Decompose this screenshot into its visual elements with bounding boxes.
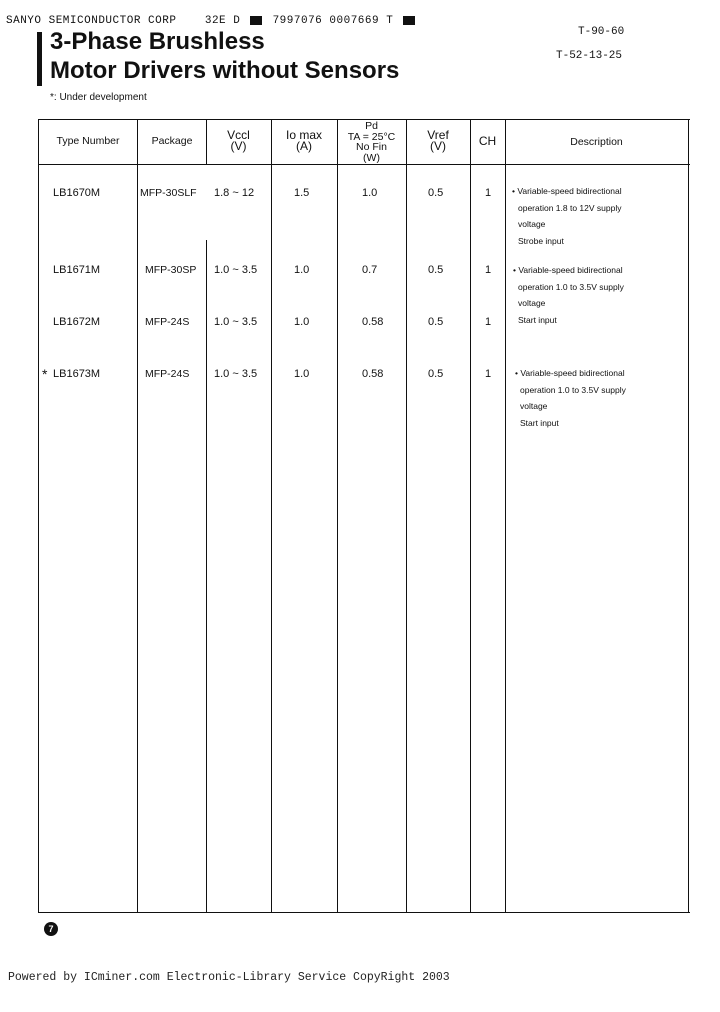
row-vccl: 1.8 ~ 12 — [214, 187, 255, 199]
header-pd — [337, 121, 406, 163]
row-vccl: 1.0 ~ 3.5 — [214, 264, 258, 276]
page-number-badge: 7 — [44, 922, 58, 936]
row-description-line: Strobe input — [518, 235, 564, 246]
row-description — [512, 183, 622, 249]
row-pd: 1.0 — [362, 187, 378, 199]
powered-by-footer: Powered by ICminer.com Electronic-Library Service CopyRight 2003 — [8, 971, 450, 984]
col-divider-left — [38, 119, 39, 912]
header-vref — [406, 130, 470, 152]
row-type-number: LB1673M — [53, 368, 101, 380]
row-description — [513, 262, 624, 328]
header-vref-name: Vref — [427, 128, 449, 142]
col-divider-io — [271, 119, 272, 912]
table-top-border — [38, 119, 690, 120]
header-pd-cond1: TA = 25°C — [347, 130, 396, 143]
reference-code-bottom: T-52-13-25 — [556, 50, 623, 62]
row-pd: 0.7 — [362, 264, 378, 276]
fax-header — [6, 15, 418, 27]
row-pd: 0.58 — [362, 368, 384, 380]
col-divider-ch — [470, 119, 471, 912]
row-io-max: 1.0 — [294, 368, 310, 380]
row-description-line: • Variable-speed bidirectional — [512, 186, 622, 196]
row-description-line: • Variable-speed bidirectional — [515, 368, 625, 378]
row-ch: 1 — [485, 264, 492, 276]
header-pd-cond2: No Fin — [356, 141, 387, 153]
row-pd: 0.58 — [362, 316, 384, 328]
header-pd-name: Pd — [365, 120, 378, 132]
row-description — [515, 365, 626, 431]
row-ch: 1 — [485, 316, 492, 328]
col-divider-vref — [406, 119, 407, 912]
col-divider-vccl-lower — [206, 240, 207, 912]
table-bottom-border — [38, 912, 690, 913]
title-accent-bar — [37, 32, 42, 86]
row-description-line: voltage — [520, 401, 548, 411]
header-vccl-name: Vccl — [227, 128, 250, 142]
row-vref: 0.5 — [428, 368, 444, 380]
row-description-line: voltage — [518, 298, 546, 308]
page-title-line2: Motor Drivers without Sensors — [50, 57, 400, 84]
row-type-number: LB1671M — [53, 264, 101, 276]
row-vccl: 1.0 ~ 3.5 — [214, 368, 258, 380]
header-vref-unit: (V) — [430, 139, 446, 153]
header-description: Description — [570, 136, 623, 148]
header-ch: CH — [478, 134, 497, 148]
row-ch: 1 — [485, 187, 492, 199]
reference-code-top: T-90-60 — [578, 26, 625, 38]
fax-block-mark — [250, 16, 262, 25]
row-vref: 0.5 — [428, 264, 444, 276]
row-type-number: LB1672M — [53, 316, 101, 328]
header-bottom-border — [38, 164, 690, 165]
row-description-line: voltage — [518, 219, 546, 229]
row-type-number: LB1670M — [53, 187, 101, 199]
header-vccl — [206, 130, 271, 152]
fax-block-mark-end — [403, 16, 415, 25]
row-io-max: 1.5 — [294, 187, 310, 199]
row-io-max: 1.0 — [294, 316, 310, 328]
header-pd-unit: (W) — [363, 151, 380, 164]
header-package: Package — [151, 135, 193, 147]
header-io-unit: (A) — [296, 139, 312, 153]
row-description-line: Start input — [518, 314, 557, 325]
fax-number: 7997076 0007669 T — [272, 15, 394, 27]
row-package: MFP-30SP — [145, 264, 197, 276]
row-development-mark: * — [42, 366, 48, 382]
row-package: MFP-24S — [145, 368, 190, 380]
fax-code: 32E D — [204, 15, 241, 27]
row-description-line: operation 1.0 to 3.5V supply — [520, 384, 626, 395]
col-divider-package — [137, 119, 138, 912]
header-type-number: Type Number — [56, 135, 120, 147]
col-divider-desc — [505, 119, 506, 912]
row-vccl: 1.0 ~ 3.5 — [214, 316, 258, 328]
header-io-name: Io max — [285, 128, 322, 142]
row-description-line: • Variable-speed bidirectional — [513, 265, 623, 275]
fax-company: SANYO SEMICONDUCTOR CORP — [6, 15, 177, 27]
development-note: *: Under development — [50, 92, 147, 103]
row-vref: 0.5 — [428, 316, 444, 328]
header-io-max — [271, 130, 337, 152]
row-vref: 0.5 — [428, 187, 444, 199]
page-title-line1: 3-Phase Brushless — [50, 28, 265, 55]
row-description-line: Start input — [520, 417, 559, 428]
col-divider-right — [688, 119, 689, 912]
row-ch: 1 — [485, 368, 492, 380]
row-description-line: operation 1.8 to 12V supply — [518, 202, 622, 213]
row-package: MFP-24S — [145, 316, 190, 328]
col-divider-pd — [337, 119, 338, 912]
row-package: MFP-30SLF — [140, 187, 197, 199]
header-vccl-unit: (V) — [230, 139, 247, 153]
row-io-max: 1.0 — [294, 264, 310, 276]
row-description-line: operation 1.0 to 3.5V supply — [518, 281, 624, 292]
